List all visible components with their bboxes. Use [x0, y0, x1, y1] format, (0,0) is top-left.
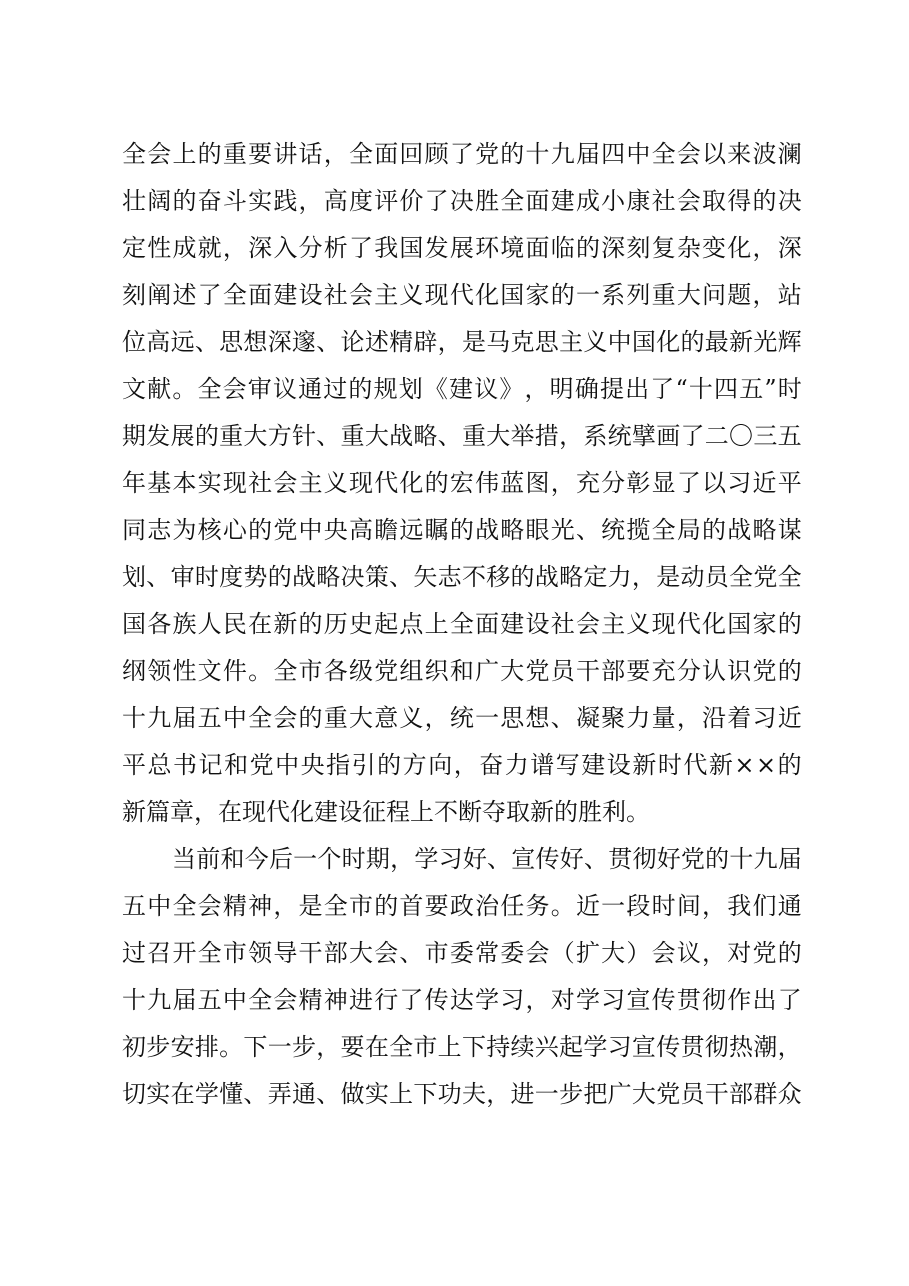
text-line: 壮 阔 的 奋 斗 实 践 ， 高 度 评 价 了 决 胜 全 面 建 成 小 康 社 会 取 得 的 决	[122, 187, 802, 215]
paragraph-end-line: 新篇章，在现代化建设征程上不断夺取新的胜利。	[122, 798, 650, 826]
text-line: 过 召 开 全 市 领 导 干 部 大 会 、 市 委 常 委 会 （ 扩 大 ） 会 议 ， 对 党 的	[122, 939, 802, 967]
text-line: 全 会 上 的 重 要 讲 话 ， 全 面 回 顾 了 党 的 十 九 届 四 中 全 会 以 来 波 澜	[122, 140, 802, 168]
text-line: 期 发 展 的 重 大 方 针 、 重 大 战 略 、 重 大 举 措 ， 系 统 擘 画 了 二 〇 三 五	[122, 422, 802, 450]
text-line: 平 总 书 记 和 党 中 央 指 引 的 方 向 ， 奋 力 谱 写 建 设 新 时 代 新 × × 的	[122, 751, 802, 779]
text-line: 同 志 为 核 心 的 党 中 央 高 瞻 远 瞩 的 战 略 眼 光 、 统 揽 全 局 的 战 略 谋	[122, 516, 802, 544]
text-line: 位 高 远 、 思 想 深 邃 、 论 述 精 辟 ， 是 马 克 思 主 义 中 国 化 的 最 新 光 辉	[122, 328, 802, 356]
text-line: 国 各 族 人 民 在 新 的 历 史 起 点 上 全 面 建 设 社 会 主 义 现 代 化 国 家 的	[122, 610, 802, 638]
text-line: 划 、 审 时 度 势 的 战 略 决 策 、 矢 志 不 移 的 战 略 定 力 ， 是 动 员 全 党 全	[122, 563, 802, 591]
text-line: 初 步 安 排 。 下 一 步 ， 要 在 全 市 上 下 持 续 兴 起 学 习 宣 传 贯 彻 热 潮 ，	[122, 1033, 802, 1061]
text-line: 五 中 全 会 精 神 ， 是 全 市 的 首 要 政 治 任 务 。 近 一 段 时 间 ， 我 们 通	[122, 892, 802, 920]
paragraph-start-line: 当 前 和 今 后 一 个 时 期 ， 学 习 好 、 宣 传 好 、 贯 彻 好 党 的 十 九 届	[172, 845, 802, 873]
text-line: 刻 阐 述 了 全 面 建 设 社 会 主 义 现 代 化 国 家 的 一 系 列 重 大 问 题 ， 站	[122, 281, 802, 309]
document-body	[122, 131, 802, 1118]
text-line: 十 九 届 五 中 全 会 精 神 进 行 了 传 达 学 习 ， 对 学 习 宣 传 贯 彻 作 出 了	[122, 986, 802, 1014]
text-line: 切 实 在 学 懂 、 弄 通 、 做 实 上 下 功 夫 ， 进 一 步 把 广 大 党 员 干 部 群 众	[122, 1080, 802, 1108]
text-line: 十 九 届 五 中 全 会 的 重 大 意 义 ， 统 一 思 想 、 凝 聚 力 量 ， 沿 着 习 近	[122, 704, 802, 732]
text-line: 年 基 本 实 现 社 会 主 义 现 代 化 的 宏 伟 蓝 图 ， 充 分 彰 显 了 以 习 近 平	[122, 469, 802, 497]
text-line: 文 献 。 全 会 审 议 通 过 的 规 划 《 建 议 》 ， 明 确 提 出 了 “ 十 四 五 ” 时	[122, 375, 802, 403]
text-line: 纲 领 性 文 件 。 全 市 各 级 党 组 织 和 广 大 党 员 干 部 要 充 分 认 识 党 的	[122, 657, 802, 685]
text-line: 定 性 成 就 ， 深 入 分 析 了 我 国 发 展 环 境 面 临 的 深 刻 复 杂 变 化 ， 深	[122, 234, 802, 262]
